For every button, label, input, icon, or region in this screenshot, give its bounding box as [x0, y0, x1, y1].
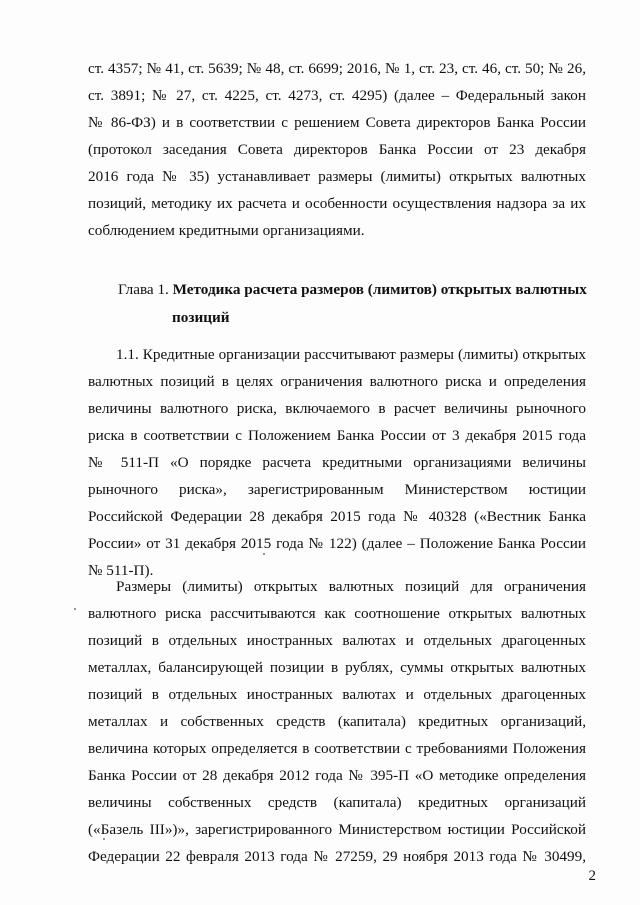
chapter-heading-line — [118, 276, 588, 304]
text-line: № 511-П). — [88, 562, 154, 579]
text-line: рыночного риска», зарегистрированным Министерством юстиции — [88, 481, 586, 498]
text-line: (протокол заседания Совета директоров Банка России от 23 декабря — [88, 141, 586, 158]
chapter-prefix: Глава 1. — [118, 281, 173, 298]
scan-speck — [74, 608, 76, 610]
text-line: 1.1. Кредитные организации рассчитывают размеры (лимиты) открытых — [116, 346, 586, 363]
text-line: ст. 3891; № 27, ст. 4225, ст. 4273, ст. 4295) (далее – Федеральный закон — [88, 87, 586, 104]
text-line: 2016 года № 35) устанавливает размеры (лимиты) открытых валютных — [88, 168, 586, 185]
text-line: ст. 4357; № 41, ст. 5639; № 48, ст. 6699; 2016, № 1, ст. 23, ст. 46, ст. 50; № 26, — [88, 60, 586, 77]
paragraph-1-1 — [88, 341, 586, 584]
text-line: Размеры (лимиты) открытых валютных позиций для ограничения — [116, 578, 586, 595]
chapter-title: Методика расчета размеров (лимитов) открытых валютных — [172, 281, 587, 298]
text-line: величины собственных средств (капитала) кредитных организаций — [88, 794, 586, 811]
text-line: позиций, методику их расчета и особенности осуществления надзора за их — [88, 195, 586, 212]
text-line: № 511-П «О порядке расчета кредитными организациями величины — [88, 454, 586, 471]
text-line: Федерации 22 февраля 2013 года № 27259, 29 ноября 2013 года № 30499, — [88, 848, 586, 865]
page-number: 2 — [588, 868, 596, 884]
text-line: металлах и собственных средств (капитала) кредитных организаций, — [88, 713, 586, 730]
text-line: риска в соответствии с Положением Банка России от 3 декабря 2015 года — [88, 427, 586, 444]
chapter-heading-line — [118, 304, 588, 332]
text-line: величины валютного риска, включаемого в расчет величины рыночного — [88, 400, 586, 417]
text-line: Банка России от 28 декабря 2012 года № 395-П «О методике определения — [88, 767, 586, 784]
chapter-heading — [118, 276, 588, 332]
text-line: Российской Федерации 28 декабря 2015 года № 40328 («Вестник Банка — [88, 508, 586, 525]
intro-paragraph — [88, 55, 586, 244]
paragraph-2 — [88, 573, 586, 870]
text-line: валютного риска рассчитываются как соотношение открытых валютных — [88, 605, 586, 622]
chapter-title-continuation: позиций — [172, 309, 230, 326]
text-line: России» от 31 декабря 2015 года № 122) (далее – Положение Банка России — [88, 535, 586, 552]
scan-speck — [103, 838, 105, 840]
text-line: металлах, балансирующей позиции в рублях, суммы открытых валютных — [88, 659, 586, 676]
text-line: № 86-ФЗ) и в соответствии с решением Совета директоров Банка России — [88, 114, 586, 131]
text-line: соблюдением кредитными организациями. — [88, 222, 365, 239]
text-line: позиций в отдельных иностранных валютах и отдельных драгоценных — [88, 686, 586, 703]
text-line: величина которых определяется в соответствии с требованиями Положения — [88, 740, 586, 757]
scan-speck — [263, 553, 265, 555]
text-line: («Базель III»)», зарегистрированного Министерством юстиции Российской — [88, 821, 586, 838]
text-line: валютных позиций в целях ограничения валютного риска и определения — [88, 373, 586, 390]
text-line: позиций в отдельных иностранных валютах и отдельных драгоценных — [88, 632, 586, 649]
